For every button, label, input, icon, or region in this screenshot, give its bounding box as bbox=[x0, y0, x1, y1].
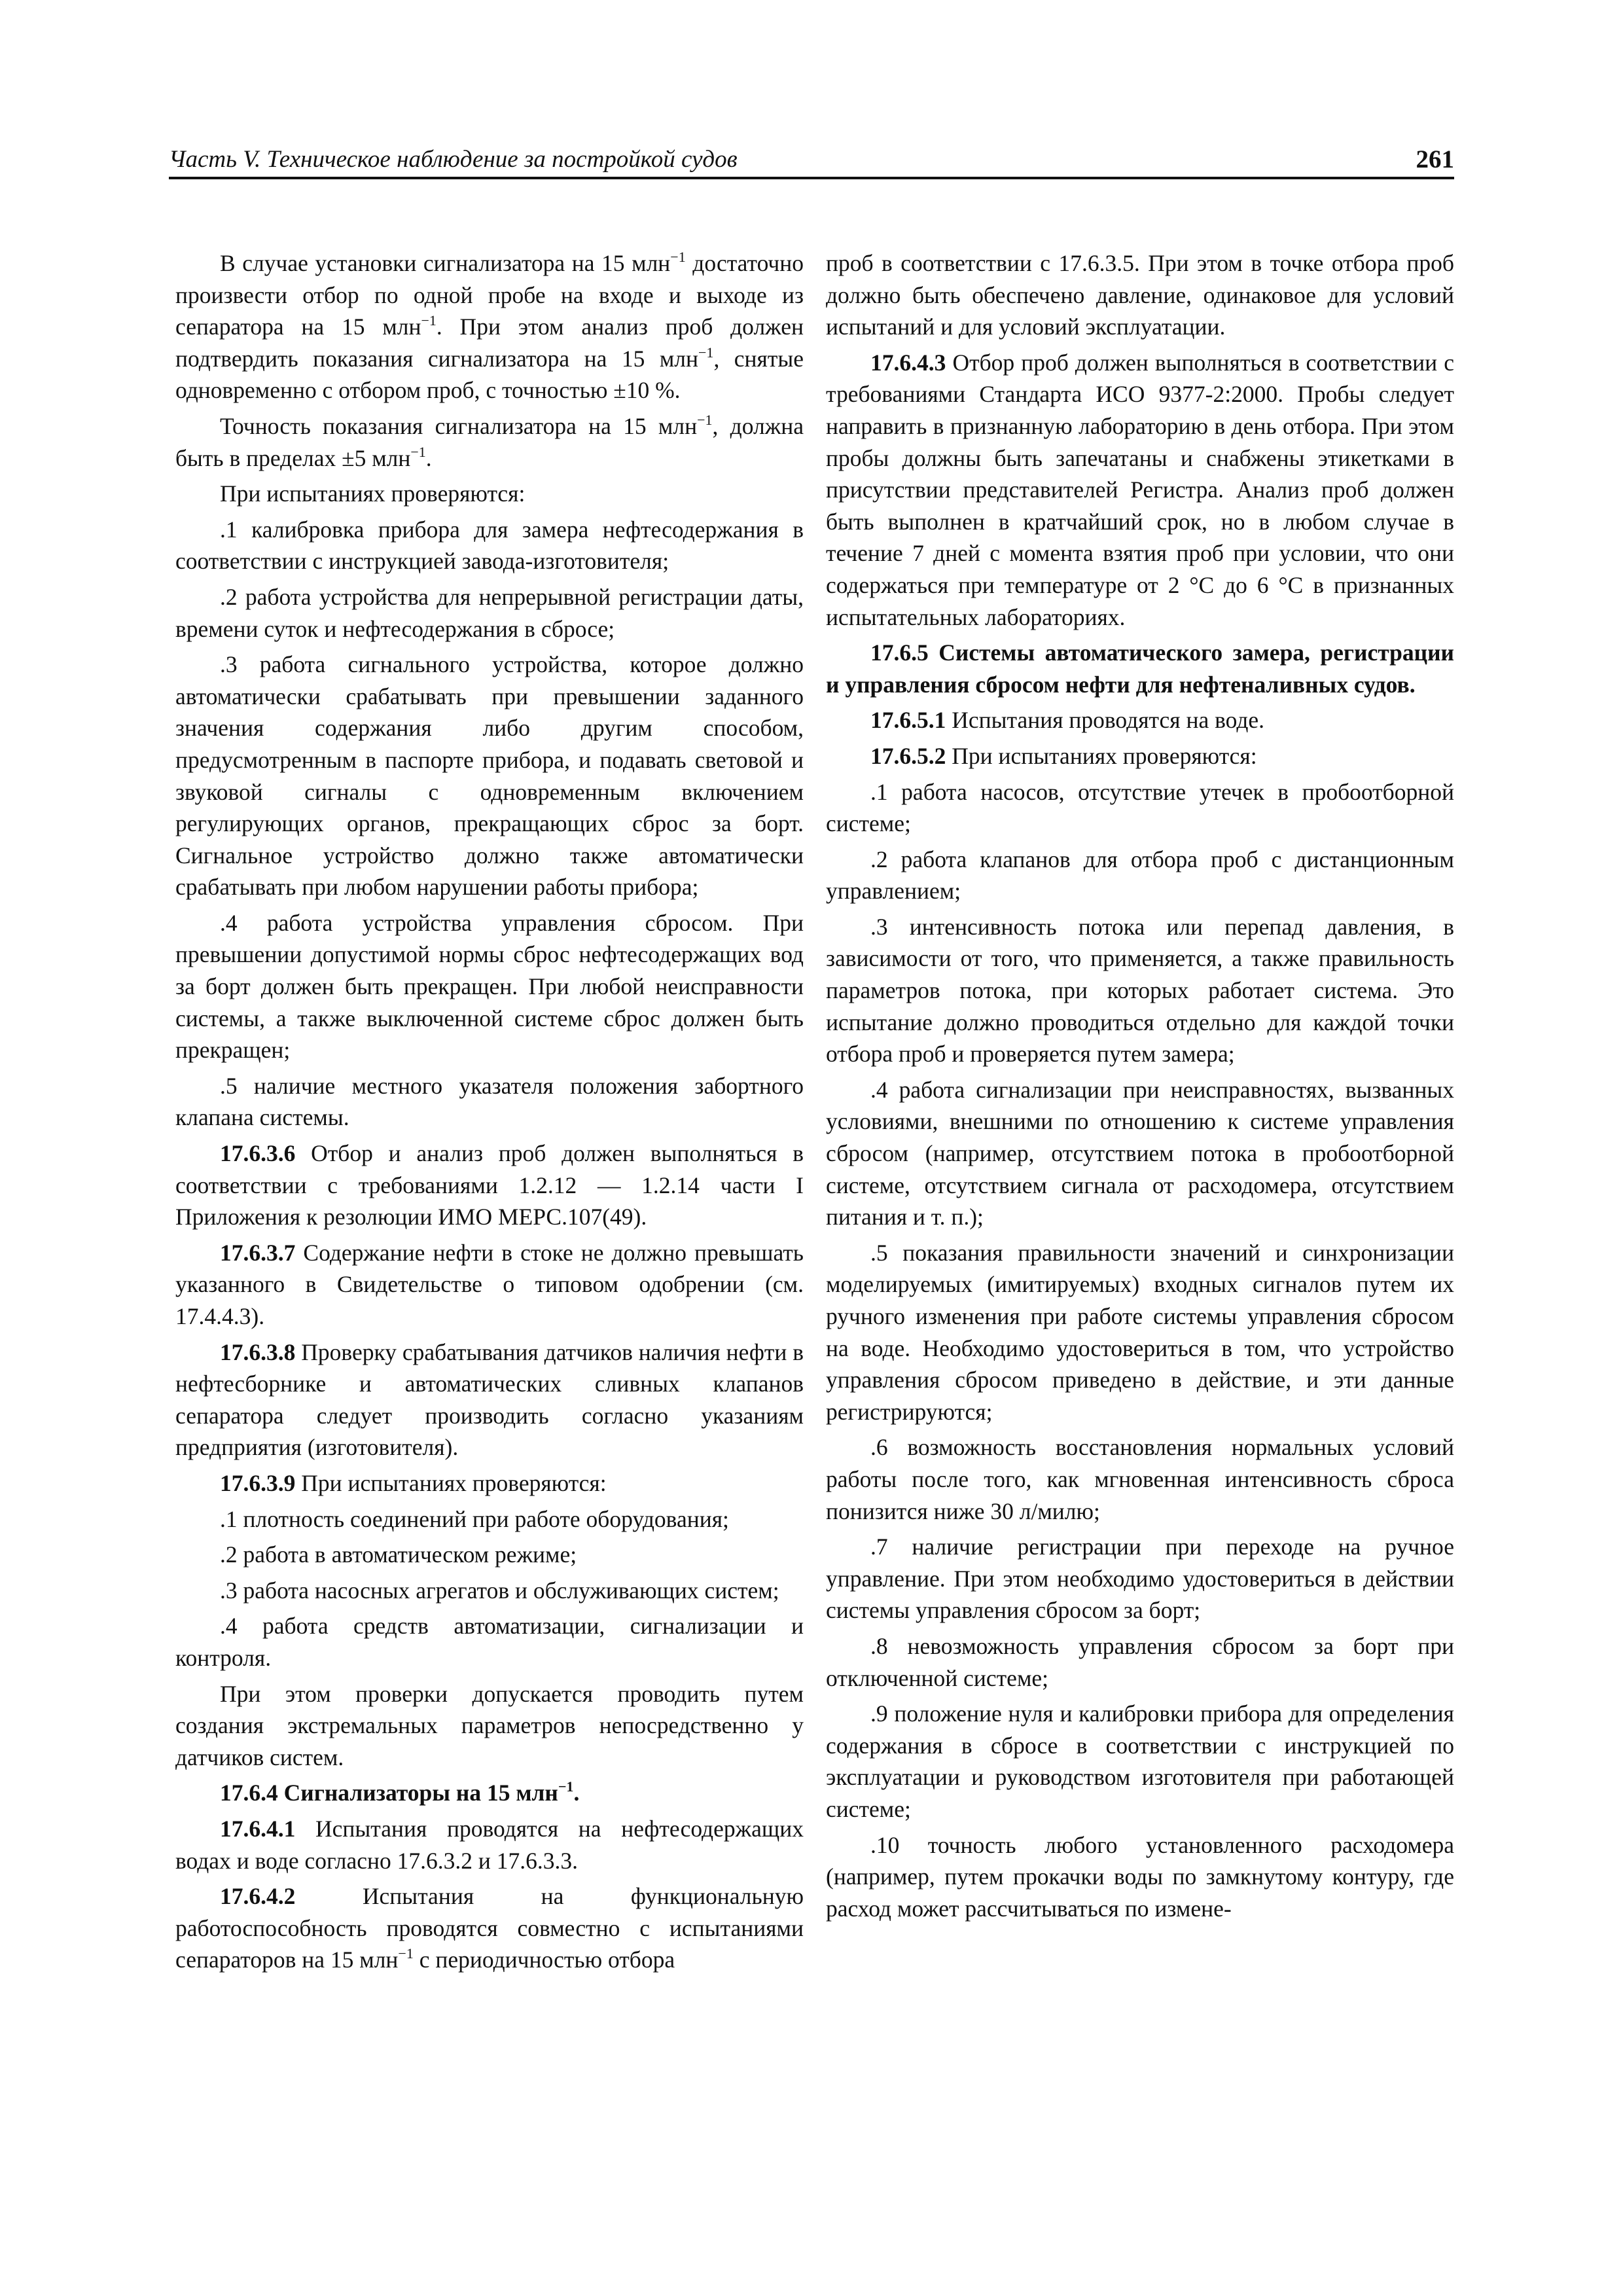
paragraph: При этом проверки допускается проводить путем создания экстремальных параметров непосредственно у датчиков систем. bbox=[175, 1680, 804, 1770]
paragraph: 17.6.3.7 Содержание нефти в стоке не должно превышать указанного в Свидетельстве о типовом одобрении (см. 17.4.4.3). bbox=[175, 1239, 804, 1329]
paragraph: .10 точность любого установленного расходомера (например, путем прокачки воды по замкнутому контуру, где расход может рассчитываться по измене- bbox=[826, 1831, 1454, 1922]
running-title: Часть V. Техническое наблюдение за постройкой судов bbox=[169, 146, 738, 173]
paragraph: .2 работа в автоматическом режиме; bbox=[220, 1541, 577, 1568]
paragraph: .8 невозможность управления сбросом за борт при отключенной системе; bbox=[826, 1632, 1454, 1691]
paragraph: 17.6.4.3 Отбор проб должен выполняться в соответствии с требованиями Стандарта ИСО 9377-2:2000. Пробы следует направить в признанную лабораторию в день отбора. При этом пробы должны быть запечатаны и снабжены этикетками в присутствии представителей Регистра. Анализ проб должен быть выполнен в кратчайший срок, но в любом случае в течение 7 дней с момента взятия проб при условии, что они содержаться при температуре от 2 °С до 6 °С в признанных испытательных лабораториях. bbox=[826, 349, 1454, 630]
right-column bbox=[826, 247, 1454, 1924]
paragraph: 17.6.5 Системы автоматического замера, регистрации и управления сбросом нефти для нефтеналивных судов. bbox=[826, 639, 1454, 698]
paragraph: При испытаниях проверяются: bbox=[220, 480, 526, 507]
paragraph: проб в соответствии с 17.6.3.5. При этом в точке отбора проб должно быть обеспечено давление, одинаковое для условий испытаний и для условий эксплуатации. bbox=[826, 250, 1454, 340]
paragraph: 17.6.4.1 Испытания проводятся на нефтесодержащих водах и воде согласно 17.6.3.2 и 17.6.3.3. bbox=[175, 1815, 804, 1874]
paragraph: .1 плотность соединений при работе оборудования; bbox=[220, 1505, 729, 1532]
paragraph: 17.6.5.2 При испытаниях проверяются: bbox=[870, 742, 1257, 769]
paragraph: 17.6.3.9 При испытаниях проверяются: bbox=[220, 1469, 607, 1496]
paragraph: .4 работа устройства управления сбросом. При превышении допустимой нормы сброс нефтесодержащих вод за борт должен быть прекращен. При любой неисправности системы, а также выключенной системе сброс должен быть прекращен; bbox=[175, 909, 804, 1064]
page-header bbox=[169, 145, 1454, 179]
paragraph: 17.6.4.2 Испытания на функциональную работоспособность проводятся совместно с испытаниями сепараторов на 15 млн$^{-1}$ с периодичностью отбора bbox=[175, 1883, 804, 1973]
paragraph: 17.6.4 Сигнализаторы на 15 млн$^{-1}$. bbox=[220, 1778, 580, 1806]
paragraph: .7 наличие регистрации при переходе на ручное управление. При этом необходимо удостовериться в действии системы управления сбросом за борт; bbox=[826, 1534, 1454, 1624]
paragraph: .6 возможность восстановления нормальных условий работы после того, как мгновенная интенсивность сброса понизится ниже 30 л/милю; bbox=[826, 1434, 1454, 1524]
paragraph: .2 работа клапанов для отбора проб с дистанционным управлением; bbox=[826, 846, 1454, 905]
paragraph: .3 работа насосных агрегатов и обслуживающих систем; bbox=[220, 1577, 779, 1604]
paragraph: 17.6.3.8 Проверку срабатывания датчиков наличия нефти в нефтесборнике и автоматических сливных клапанов сепаратора следует производить согласно указаниям предприятия (изготовителя). bbox=[175, 1338, 804, 1461]
paragraph: В случае установки сигнализатора на 15 млн$^{-1}$ достаточно произвести отбор по одной пробе на входе и выходе из сепаратора на 15 млн$^{-1}$. При этом анализ проб должен подтвердить показания сигнализатора на 15 млн$^{-1}$, снятые одновременно с отбором проб, с точностью ±10 %. bbox=[175, 249, 804, 404]
paragraph: .4 работа средств автоматизации, сигнализации и контроля. bbox=[175, 1613, 804, 1671]
left-column bbox=[175, 247, 804, 1976]
paragraph: .3 работа сигнального устройства, которое должно автоматически срабатывать при превышении заданного значения содержания либо другим способом, предусмотренным в паспорте прибора, и подавать световой и звуковой сигналы с одновременным включением регулирующих органов, прекращающих сброс за борт. Сигнальное устройство должно также автоматически срабатывать при любом нарушении работы прибора; bbox=[175, 651, 804, 901]
paragraph: .9 положение нуля и калибровки прибора для определения содержания в сбросе в соответствии с инструкцией по эксплуатации и руководством изготовителя при работающей системе; bbox=[826, 1700, 1454, 1822]
paragraph: .3 интенсивность потока или перепад давления, в зависимости от того, что применяется, а также правильность параметров потока, при которых работает система. Это испытание должно проводиться отдельно для каждой точки отбора проб и проверяется путем замера; bbox=[826, 913, 1454, 1067]
paragraph: .2 работа устройства для непрерывной регистрации даты, времени суток и нефтесодержания в сбросе; bbox=[175, 583, 804, 642]
paragraph: .1 калибровка прибора для замера нефтесодержания в соответствии с инструкцией завода-изготовителя; bbox=[175, 516, 804, 575]
page-number: 261 bbox=[1416, 145, 1454, 173]
paragraph: .4 работа сигнализации при неисправностях, вызванных условиями, внешними по отношению к системе управления сбросом (например, отсутствием потока в пробоотборной системе, отсутствием сигнала от расходомера, отсутствием питания и т. п.); bbox=[826, 1076, 1454, 1230]
paragraph: 17.6.3.6 Отбор и анализ проб должен выполняться в соответствии с требованиями 1.2.12 — 1.2.14 части I Приложения к резолюции ИМО МЕРС.107(49). bbox=[175, 1140, 804, 1230]
paragraph: .5 показания правильности значений и синхронизации моделируемых (имитируемых) входных сигналов путем их ручного изменения при работе системы управления сбросом на воде. Необходимо удостовериться в том, что устройство управления сбросом приведено в действие, и эти данные регистрируются; bbox=[826, 1239, 1454, 1425]
paragraph: 17.6.5.1 Испытания проводятся на воде. bbox=[870, 707, 1265, 734]
paragraph: .5 наличие местного указателя положения забортного клапана системы. bbox=[175, 1072, 804, 1131]
paragraph: .1 работа насосов, отсутствие утечек в пробоотборной системе; bbox=[826, 778, 1454, 837]
paragraph: Точность показания сигнализатора на 15 млн$^{-1}$, должна быть в пределах ±5 млн$^{-1}$. bbox=[175, 411, 804, 471]
